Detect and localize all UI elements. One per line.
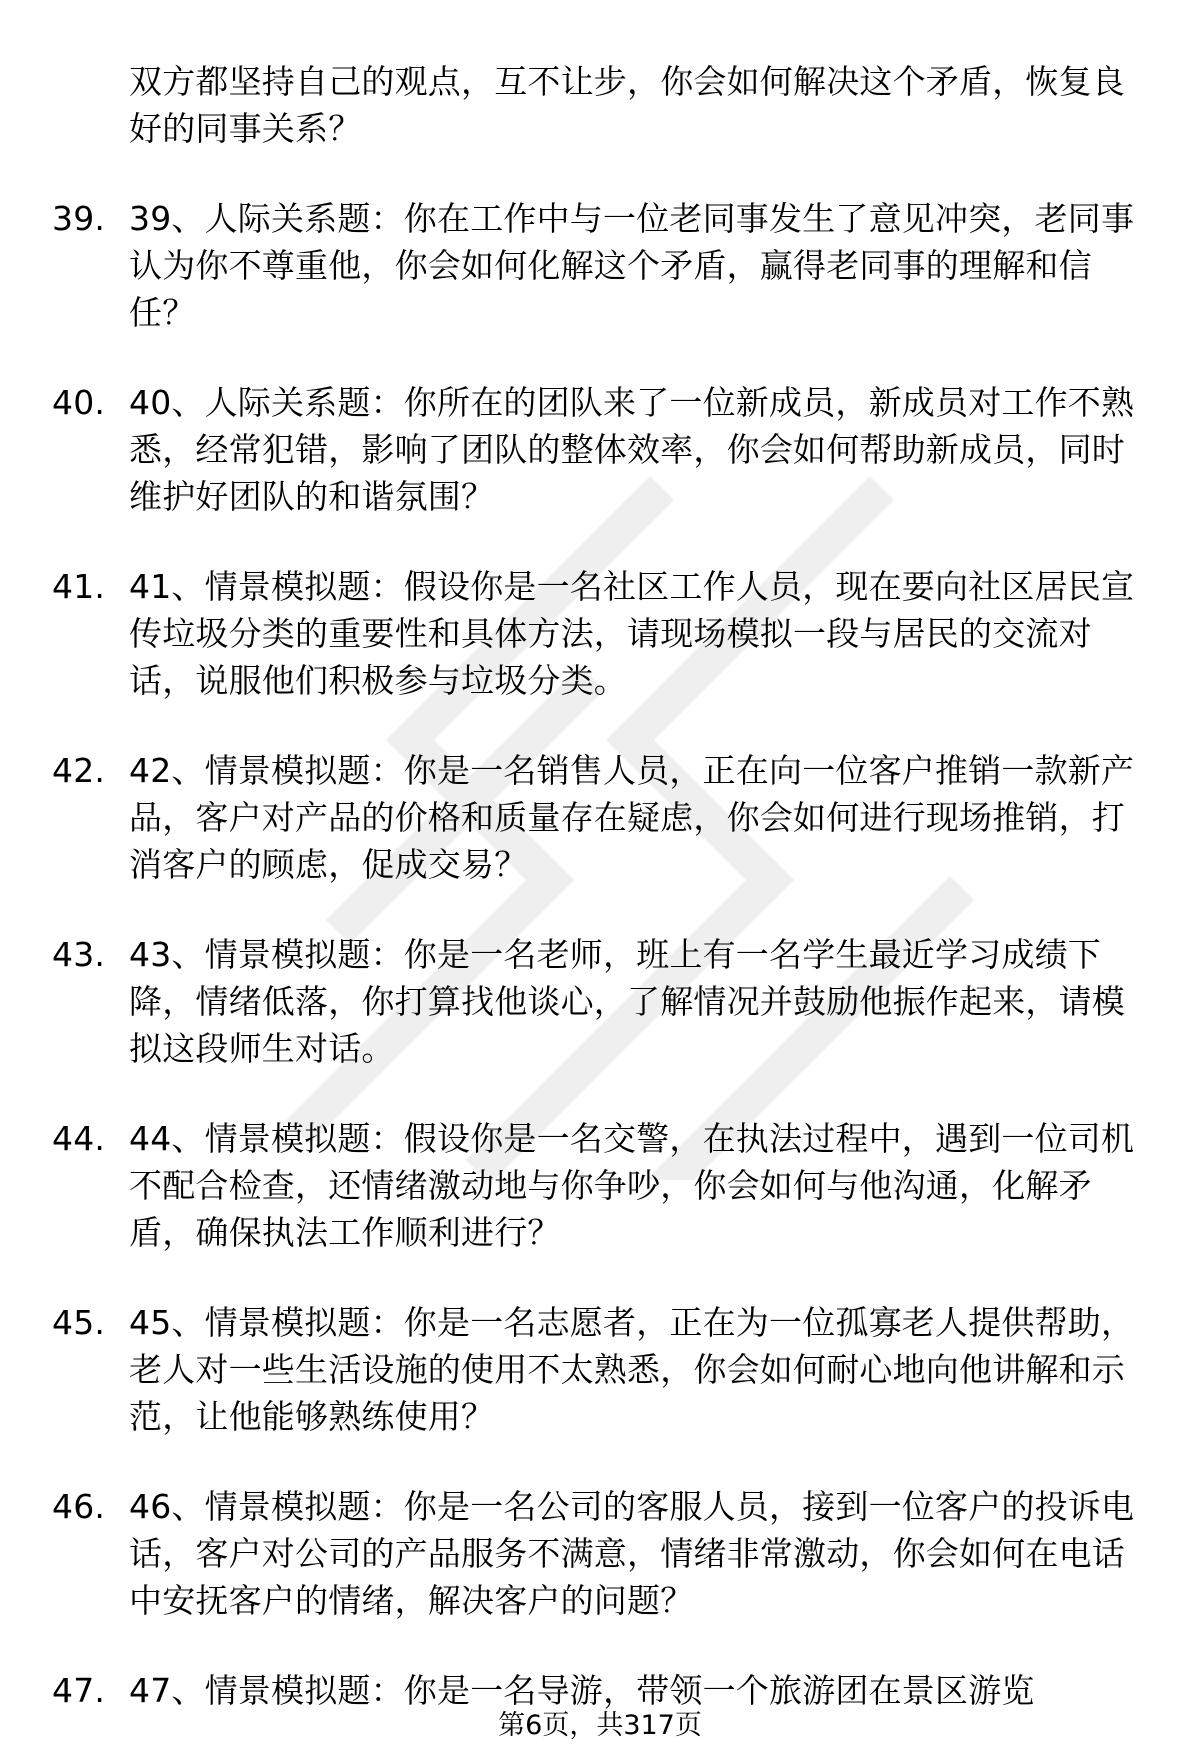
item-text: 45、情景模拟题：你是一名志愿者，正在为一位孤寡老人提供帮助，老人对一些生活设施的使用不太熟悉，你会如何耐心地向他讲解和示范，让他能够熟练使用？ [129, 1303, 1135, 1436]
item-text: 44、情景模拟题：假设你是一名交警，在执法过程中，遇到一位司机不配合检查，还情绪激动地与你争吵，你会如何与他沟通，化解矛盾，确保执法工作顺利进行？ [129, 1119, 1135, 1252]
list-item [0, 1115, 1200, 1256]
item-number: 47. [52, 1671, 106, 1710]
item-text: 43、情景模拟题：你是一名老师，班上有一名学生最近学习成绩下降，情绪低落，你打算找他谈心，了解情况并鼓励他振作起来，请模拟这段师生对话。 [129, 935, 1125, 1068]
question-list [0, 58, 1200, 1714]
page-footer: 第6页，共317页 [498, 1710, 702, 1741]
item-number: 46. [52, 1487, 106, 1526]
item-text: 40、人际关系题：你所在的团队来了一位新成员，新成员对工作不熟悉，经常犯错，影响了团队的整体效率，你会如何帮助新成员，同时维护好团队的和谐氛围？ [129, 383, 1135, 516]
item-text: 41、情景模拟题：假设你是一名社区工作人员，现在要向社区居民宣传垃圾分类的重要性和具体方法，请现场模拟一段与居民的交流对话，说服他们积极参与垃圾分类。 [129, 567, 1135, 700]
list-item [0, 1667, 1200, 1714]
item-number: 44. [52, 1119, 106, 1158]
item-number: 39. [52, 199, 106, 238]
item-number: 43. [52, 935, 106, 974]
list-item [0, 195, 1200, 336]
item-number: 45. [52, 1303, 106, 1342]
list-item [0, 1483, 1200, 1624]
item-text: 46、情景模拟题：你是一名公司的客服人员，接到一位客户的投诉电话，客户对公司的产品服务不满意，情绪非常激动，你会如何在电话中安抚客户的情绪，解决客户的问题？ [129, 1487, 1135, 1620]
list-item [0, 379, 1200, 520]
item-number: 40. [52, 383, 106, 422]
item-number: 41. [52, 567, 106, 606]
item-text: 42、情景模拟题：你是一名销售人员，正在向一位客户推销一款新产品，客户对产品的价格和质量存在疑虑，你会如何进行现场推销，打消客户的顾虑，促成交易？ [129, 751, 1135, 884]
list-item [0, 563, 1200, 704]
list-item [0, 747, 1200, 888]
item-text: 39、人际关系题：你在工作中与一位老同事发生了意见冲突，老同事认为你不尊重他，你会如何化解这个矛盾，赢得老同事的理解和信任？ [129, 199, 1135, 332]
list-item [0, 1299, 1200, 1440]
item-text: 47、情景模拟题：你是一名导游，带领一个旅游团在景区游览 [129, 1671, 1035, 1710]
list-item [0, 931, 1200, 1072]
continuation-text: 双方都坚持自己的观点，互不让步，你会如何解决这个矛盾，恢复良好的同事关系？ [129, 62, 1125, 148]
item-number: 42. [52, 751, 106, 790]
